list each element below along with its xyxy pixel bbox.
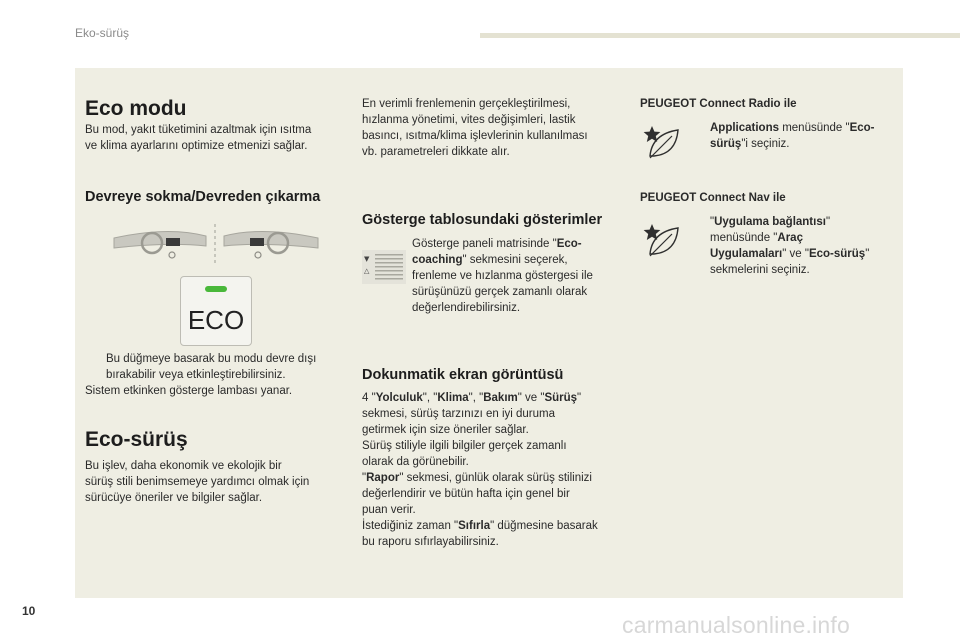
touchscreen-description: 4 "Yolculuk", "Klima", "Bakım" ve "Sürüş" sekmesi, sürüş tarzınızı en iyi duruma getirmek için size öneriler sağlar. Sürüş stiliyle ilgili bilgiler gerçek zamanlı olarak da görünebilir. "Rapor" sekmesi, günlük olarak sürüş stilinizi değerlendirir ve bütün hafta için genel bir puan verir. İstediğiniz zaman "Sıfırla" düğmesine basarak bu raporu sıfırlayabilirsiniz. bbox=[362, 392, 598, 548]
eco-mode-description: Bu mod, yakıt tüketimini azaltmak için ısıtma ve klima ayarlarını optimize etmenizi sağlar. bbox=[85, 124, 312, 152]
dashboard-title: Gösterge tablosundaki gösterimler bbox=[362, 212, 603, 228]
leaf-star-icon bbox=[642, 124, 682, 160]
steering-controls-illustration bbox=[108, 222, 328, 266]
bullet-marker bbox=[85, 351, 106, 383]
bullet-marker bbox=[689, 214, 710, 278]
steering-right-icon bbox=[224, 231, 318, 258]
dashboard-description: Gösterge paneli matrisinde "Eco- coaching" sekmesini seçerek, frenleme ve hızlanma göstergesi ile sürüşünüzü gerçek zamanlı olarak değerlendirebilirsiniz. bbox=[412, 238, 593, 314]
leaf-star-icon bbox=[642, 222, 682, 258]
header-title: Eko-sürüş bbox=[75, 26, 130, 40]
toggle-title: Devreye sokma/Devreden çıkarma bbox=[85, 189, 321, 205]
instrument-panel-icon bbox=[362, 250, 406, 284]
eco-button-label: ECO bbox=[187, 305, 245, 335]
bullet-marker bbox=[689, 120, 710, 152]
eco-button[interactable] bbox=[180, 276, 252, 346]
eco-parameters-text: En verimli frenlemenin gerçekleştirilmesi, hızlanma yönetimi, vites değişimleri, lastik basıncı, ısıtma/klima işlevlerinin kullanılması vb. parametreleri dikkate alır. bbox=[362, 98, 588, 158]
eco-indicator-light bbox=[205, 286, 227, 292]
touchscreen-title: Dokunmatik ekran görüntüsü bbox=[362, 367, 564, 383]
nav-instruction: "Uygulama bağlantısı" menüsünde "Araç Uygulamaları" ve "Eco-sürüş" sekmelerini seçiniz. bbox=[689, 214, 901, 278]
header-bar bbox=[480, 33, 960, 38]
eco-mode-bullet: Bu düğmeye basarak bu modu devre dışı bırakabilir veya etkinleştirebilirsiniz. Sistem etkinken gösterge lambası yanar. bbox=[85, 351, 347, 399]
nav-title: PEUGEOT Connect Nav ile bbox=[640, 192, 786, 204]
steering-left-icon bbox=[114, 231, 206, 258]
indicator-text: Sistem etkinken gösterge lambası yanar. bbox=[85, 385, 293, 397]
eco-mode-title: Eco modu bbox=[85, 97, 187, 120]
eco-driving-title: Eco-sürüş bbox=[85, 428, 188, 451]
svg-text:△: △ bbox=[364, 267, 370, 275]
watermark: carmanualsonline.info bbox=[622, 612, 850, 638]
radio-instruction: Applications menüsünde "Eco- sürüş"i seçiniz. bbox=[689, 120, 901, 152]
page-number: 10 bbox=[22, 604, 36, 618]
svg-text:▼: ▼ bbox=[364, 255, 370, 263]
eco-driving-description: Bu işlev, daha ekonomik ve ekolojik bir sürüş stili benimsemeye yardımcı olmak için sürücüye öneriler ve bilgiler sağlar. bbox=[85, 460, 310, 504]
radio-title: PEUGEOT Connect Radio ile bbox=[640, 98, 797, 110]
